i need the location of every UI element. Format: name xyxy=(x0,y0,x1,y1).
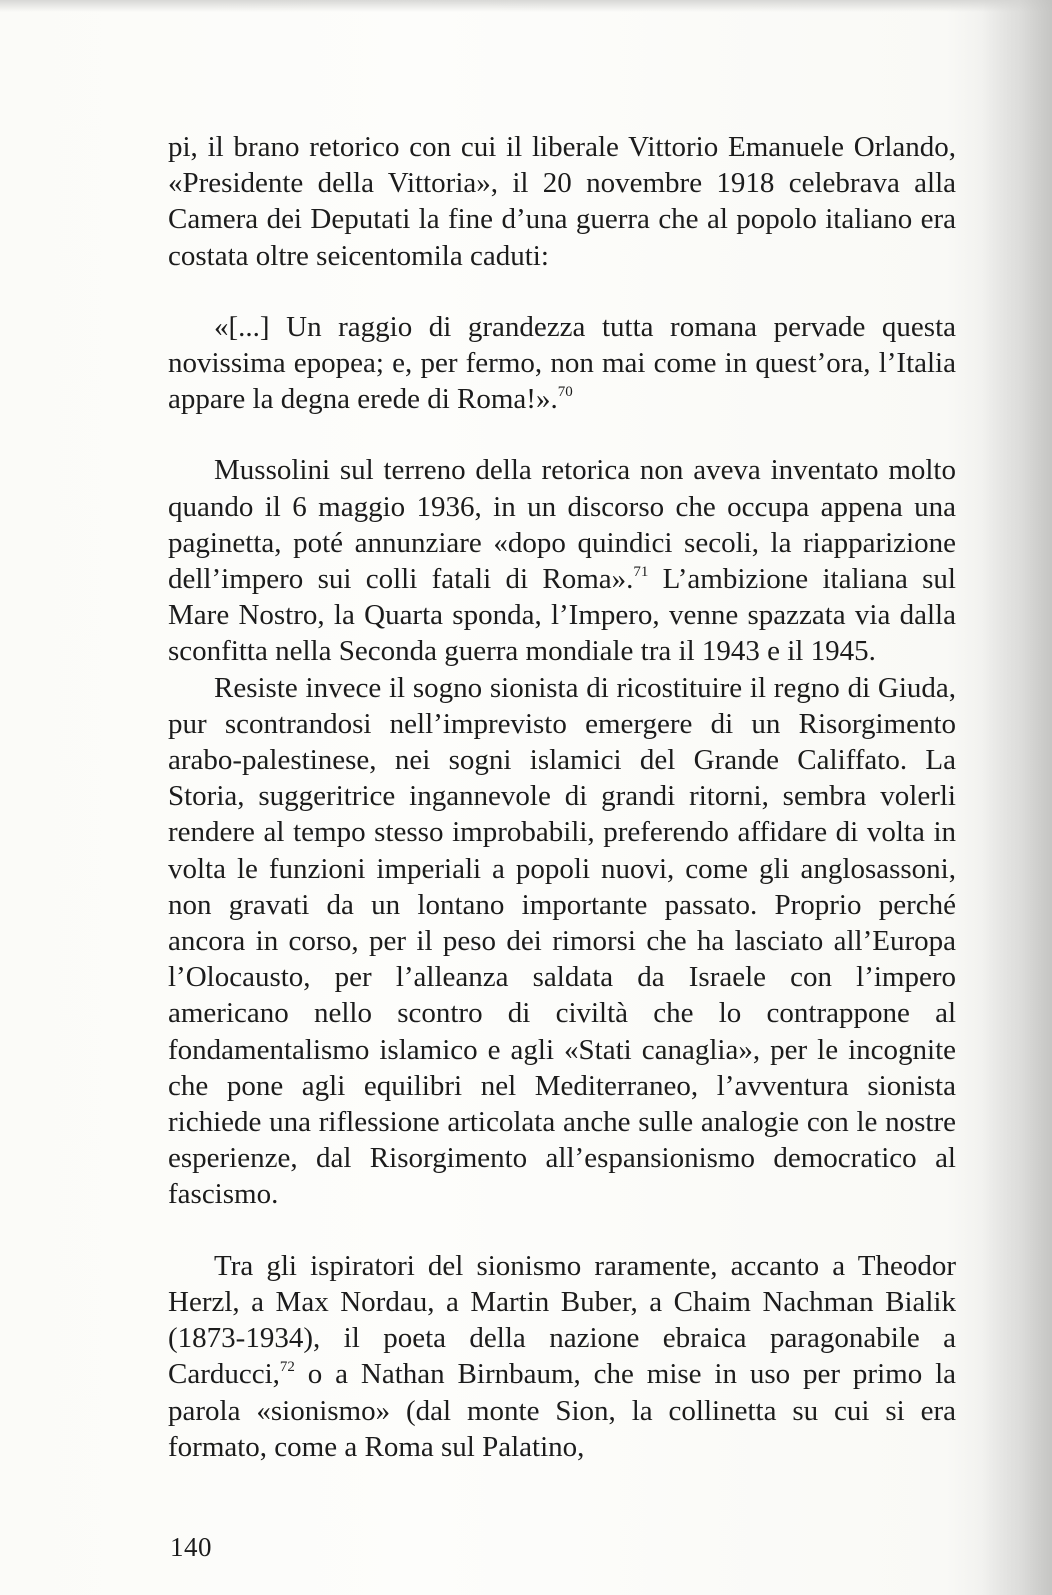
paragraph-mussolini xyxy=(168,452,956,669)
footnote-ref-70: 70 xyxy=(557,384,573,401)
paragraph-ispiratori xyxy=(168,1248,956,1465)
paragraph-mussolini-text-cont: L’ambizione italiana sul Mare Nostro, la Quarta sponda, l’Impero, venne spazzata via dalla sconfitta nella Seconda guerra mondiale tra il 1943 e il 1945. xyxy=(168,563,956,668)
paragraph-continuation: pi, il brano retorico con cui il liberale Vittorio Emanuele Orlando, «Presidente della Vittoria», il 20 novembre 1918 celebrava alla Camera dei Deputati la fine d’una guerra che al popolo italiano era costata oltre seicentomila caduti: xyxy=(168,131,956,272)
page-number: 140 xyxy=(170,1532,212,1562)
quotation-paragraph xyxy=(168,309,956,418)
page-top-edge xyxy=(0,0,1052,12)
paragraph-ispiratori-text-cont: o a Nathan Birnbaum, che mise in uso per primo la parola «sionismo» (dal monte Sion, la collinetta su cui si era formato, come a Roma sul Palatino, xyxy=(168,1358,956,1463)
page-binding-shadow xyxy=(982,0,1052,1595)
paragraph-sionismo: Resiste invece il sogno sionista di ricostituire il regno di Giuda, pur scontrandosi nell’imprevisto emergere di un Risorgimento arabo-palestinese, nei sogni islamici del Grande Califfato. La Storia, suggeritrice ingannevole di grandi ritorni, sembra volerli rendere al tempo stesso improbabili, preferendo affidare di volta in volta le funzioni imperiali a popoli nuovi, come gli anglosassoni, non gravati da un lontano importante passato. Proprio perché ancora in corso, per il peso dei rimorsi che ha lasciato all’Europa l’Olocausto, per l’alleanza saldata da Israele con l’impero americano nello scontro di civiltà che lo contrappone al fondamentalismo islamico e agli «Stati canaglia», per le incognite che pone agli equilibri nel Mediterraneo, l’avventura sionista richiede una riflessione articolata anche sulle analogie con le nostre esperienze, dal Risorgimento all’espansionismo democratico al fascismo. xyxy=(168,671,956,1211)
body-text xyxy=(168,129,956,1465)
footnote-ref-71: 71 xyxy=(633,564,649,581)
paragraph-mussolini-text: Mussolini sul terreno della retorica non aveva inventato molto quando il 6 maggio 1936, in un discorso che occupa appena una paginetta, poté annunziare «dopo quindici secoli, la riapparizione dell’impero sui colli fatali di Roma». xyxy=(168,454,956,596)
footnote-ref-72: 72 xyxy=(279,1359,295,1376)
quotation-text: «[...] Un raggio di grandezza tutta romana pervade questa novissima epopea; e, per fermo, non mai come in quest’ora, l’Italia appare la degna erede di Roma!». xyxy=(168,310,956,416)
paragraph-ispiratori-text: Tra gli ispiratori del sionismo raramente, accanto a Theodor Herzl, a Max Nordau, a Martin Buber, a Chaim Nachman Bialik (1873-1934), il poeta della nazione ebraica paragonabile a Carducci, xyxy=(168,1249,956,1391)
